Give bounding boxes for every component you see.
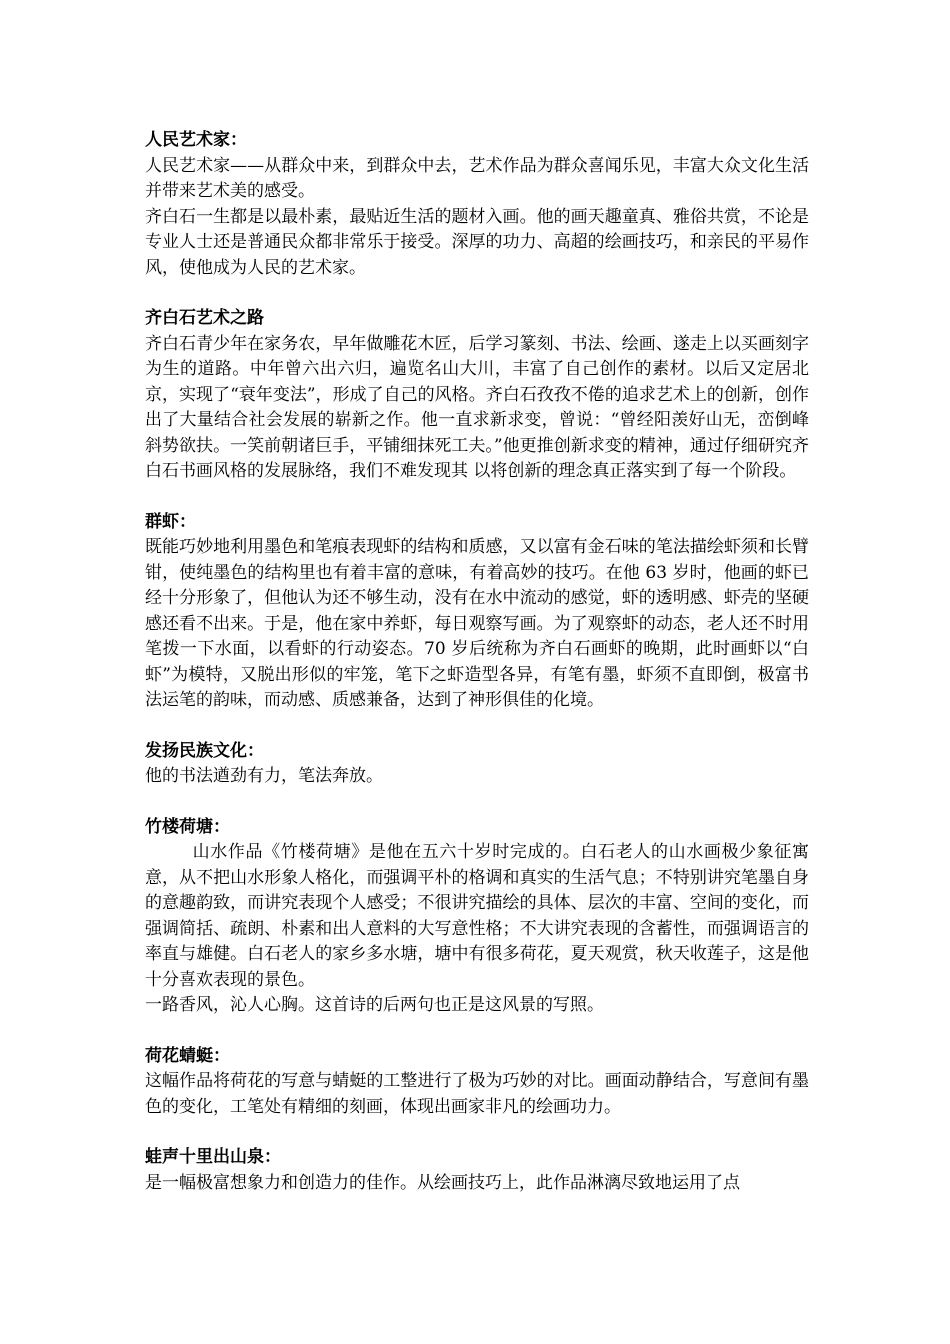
section-art-road (145, 306, 809, 485)
section-heading: 群虾： (145, 511, 196, 532)
section-heading: 蛙声十里出山泉： (145, 1147, 281, 1167)
section-national-culture (145, 739, 809, 790)
paragraph: 山水作品《竹楼荷塘》是他在五六十岁时完成的。白石老人的山水画极少象征寓意，从不把山水形象人格化，而强调平朴的格调和真实的生活气息；不特别讲究笔墨自身的意趣韵致，而讲究表现个人感受；不很讲究描绘的具体、层次的丰富、空间的变化，而强调简括、疏朗、朴素和出人意料的大写意性格；不大讲究表现的含蓄性，而强调语言的率直与雄健。白石老人的家乡多水塘，塘中有很多荷花，夏天观赏，秋天收莲子，这是他十分喜欢表现的景色。 (145, 842, 809, 990)
paragraph: 齐白石一生都是以最朴素，最贴近生活的题材入画。他的画天趣童真、雅俗共赏，不论是专业人士还是普通民众都非常乐于接受。深厚的功力、高超的绘画技巧，和亲民的平易作风，使他成为人民的艺术家。 (145, 206, 809, 278)
document-page (145, 128, 809, 1221)
section-lotus-dragonfly (145, 1044, 809, 1121)
section-heading: 竹楼荷塘： (145, 816, 230, 837)
paragraph: 这幅作品将荷花的写意与蜻蜓的工整进行了极为巧妙的对比。画面动静结合，写意间有墨色的变化，工笔处有精细的刻画，体现出画家非凡的绘画功力。 (145, 1071, 809, 1117)
paragraph: 是一幅极富想象力和创造力的佳作。从绘画技巧上，此作品淋漓尽致地运用了点 (145, 1172, 740, 1193)
paragraph: 他的书法遒劲有力，笔法奔放。 (145, 766, 383, 786)
section-frog-spring (145, 1145, 809, 1196)
paragraph: 既能巧妙地利用墨色和笔痕表现虾的结构和质感，又以富有金石味的笔法描绘虾须和长臂钳，使纯墨色的结构里也有着丰富的意味，有着高妙的技巧。在他 63 岁时，他画的虾已经十分形象了，但他认为还不够生动，没有在水中流动的感觉，虾的透明感、虾壳的坚硬感还看不出来。于是，他在家中养虾，每日观察写画。为了观察虾的动态，老人还不时用笔拨一下水面，以看虾的行动姿态。70 岁后统称为齐白石画虾的晚期，此时画虾以“白虾”为模特，又脱出形似的牢笼，笔下之虾造型各异，有笔有墨，虾须不直即倒，极富书法运笔的韵味，而动感、质感兼备，达到了神形俱佳的化境。 (145, 537, 809, 710)
paragraph: 齐白石青少年在家务农，早年做雕花木匠，后学习篆刻、书法、绘画、遂走上以买画刻字为生的道路。中年曾六出六归，遍览名山大川，丰富了自己创作的素材。以后又定居北京，实现了“衰年变法”，形成了自己的风格。齐白石孜孜不倦的追求艺术上的创新，创作出了大量结合社会发展的崭新之作。他一直求新求变，曾说：“曾经阳羡好山无，峦倒峰斜势欲扶。一笑前朝诸巨手，平铺细抹死工夫。”他更推创新求变的精神，通过仔细研究齐白石书画风格的发展脉络，我们不难发现其 以将创新的理念真正落实到了每一个阶段。 (145, 333, 809, 481)
section-people-artist (145, 128, 809, 281)
section-heading: 齐白石艺术之路 (145, 308, 264, 328)
paragraph: 人民艺术家——从群众中来，到群众中去，艺术作品为群众喜闻乐见，丰富大众文化生活并带来艺术美的感受。 (145, 155, 809, 201)
section-heading: 荷花蜻蜓： (145, 1045, 230, 1066)
paragraph: 一路香风，沁人心胸。这首诗的后两句也正是这风景的写照。 (145, 995, 604, 1015)
section-heading: 人民艺术家： (145, 130, 247, 150)
section-heading: 发扬民族文化： (145, 740, 264, 761)
section-bamboo-lotus-pond (145, 815, 809, 1019)
section-shrimps (145, 510, 809, 714)
